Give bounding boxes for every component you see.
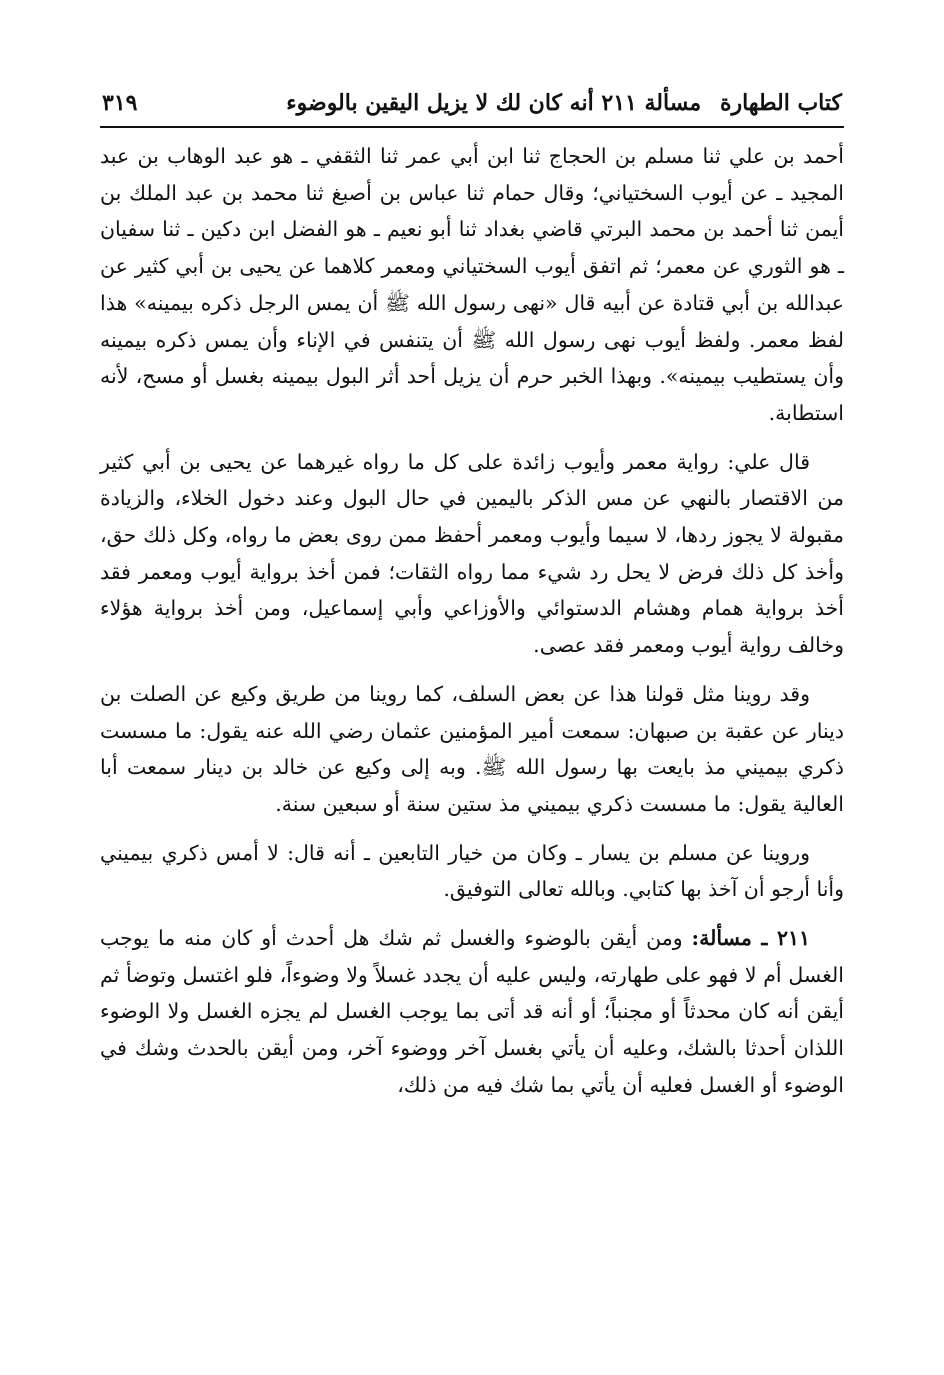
paragraph-hadith-chain: أحمد بن علي ثنا مسلم بن الحجاج ثنا ابن أبي عمر ثنا الثقفي ـ هو عبد الوهاب بن عبد المجيد ـ عن أيوب السختياني؛ وقال حمام ثنا عباس بن أصبغ ثنا محمد بن عبد الملك بن أيمن ثنا أحمد بن محمد البرتي قاضي بغداد ثنا أبو نعيم ـ هو الفضل ابن دكين ـ ثنا سفيان ـ هو الثوري عن معمر؛ ثم اتفق أيوب السختياني ومعمر كلاهما عن يحيى بن أبي كثير عن عبدالله بن أبي قتادة عن أبيه قال «نهى رسول الله ﷺ أن يمس الرجل ذكره بيمينه» هذا لفظ معمر. ولفظ أيوب نهى رسول الله ﷺ أن يتنفس في الإناء وأن يمس ذكره بيمينه وأن يستطيب بيمينه». وبهذا الخبر حرم أن يزيل أحد أثر البول بيمينه بغسل أو مسح، لأنه استطابة.	[100, 144, 844, 425]
paragraph-salaf-narrations: وقد روينا مثل قولنا هذا عن بعض السلف، كما روينا من طريق وكيع عن الصلت بن دينار عن عقبة بن صبهان: سمعت أمير المؤمنين عثمان رضي الله عنه يقول: ما مسست ذكري بيميني مذ بايعت بها رسول الله ﷺ. وبه إلى وكيع عن خالد بن دينار سمعت أبا العالية يقول: ما مسست ذكري بيميني مذ ستين سنة أو سبعين سنة.	[100, 681, 844, 816]
header-rule	[100, 126, 844, 128]
paragraph-muslim-ibn-yasar: وروينا عن مسلم بن يسار ـ وكان من خيار التابعين ـ أنه قال: لا أمس ذكري بيميني وأنا أرجو أن آخذ بها كتابي. وبالله تعالى التوفيق.	[100, 840, 844, 902]
chapter-title: مسألة ٢١١ أنه كان لك لا يزيل اليقين بالوضوء	[286, 90, 702, 116]
running-header	[100, 88, 844, 122]
paragraph-issue-211	[100, 920, 844, 1104]
document-page	[100, 88, 844, 1116]
paragraph-ali-commentary: قال علي: رواية معمر وأيوب زائدة على كل ما رواه غيرهما عن يحيى بن أبي كثير من الاقتصار بالنهي عن مس الذكر باليمين في حال البول وعند دخول الخلاء، والزيادة مقبولة لا يجوز ردها، لا سيما وأيوب ومعمر أحفظ ممن روى بعض ما رواه، وكل ذلك حق، وأخذ كل ذلك فرض لا يحل رد شيء مما رواه الثقات؛ فمن أخذ برواية أيوب ومعمر فقد أخذ برواية همام وهشام الدستوائي والأوزاعي وأبي إسماعيل، ومن أخذ برواية هؤلاء وخالف رواية أيوب ومعمر فقد عصى.	[100, 449, 844, 658]
book-title: كتاب الطهارة	[719, 90, 842, 116]
issue-text: ومن أيقن بالوضوء والغسل ثم شك هل أحدث أو كان منه ما يوجب الغسل أم لا فهو على طهارته، وليس عليه أن يجدد غسلاً ولا وضوءاً، فلو اغتسل وتوضأ ثم أيقن أنه كان محدثاً أو مجنباً؛ أو أنه قد أتى بما يوجب الغسل لم يجزه الغسل ولا الوضوء اللذان أحدثا بالشك، وعليه أن يأتي بغسل آخر ووضوء آخر، ومن أيقن بالحدث وشك في الوضوء أو الغسل فعليه أن يأتي بما شك فيه من ذلك،	[100, 926, 844, 1097]
issue-label: ٢١١ ـ مسألة:	[691, 926, 810, 951]
page-number: ٣١٩	[102, 90, 138, 116]
